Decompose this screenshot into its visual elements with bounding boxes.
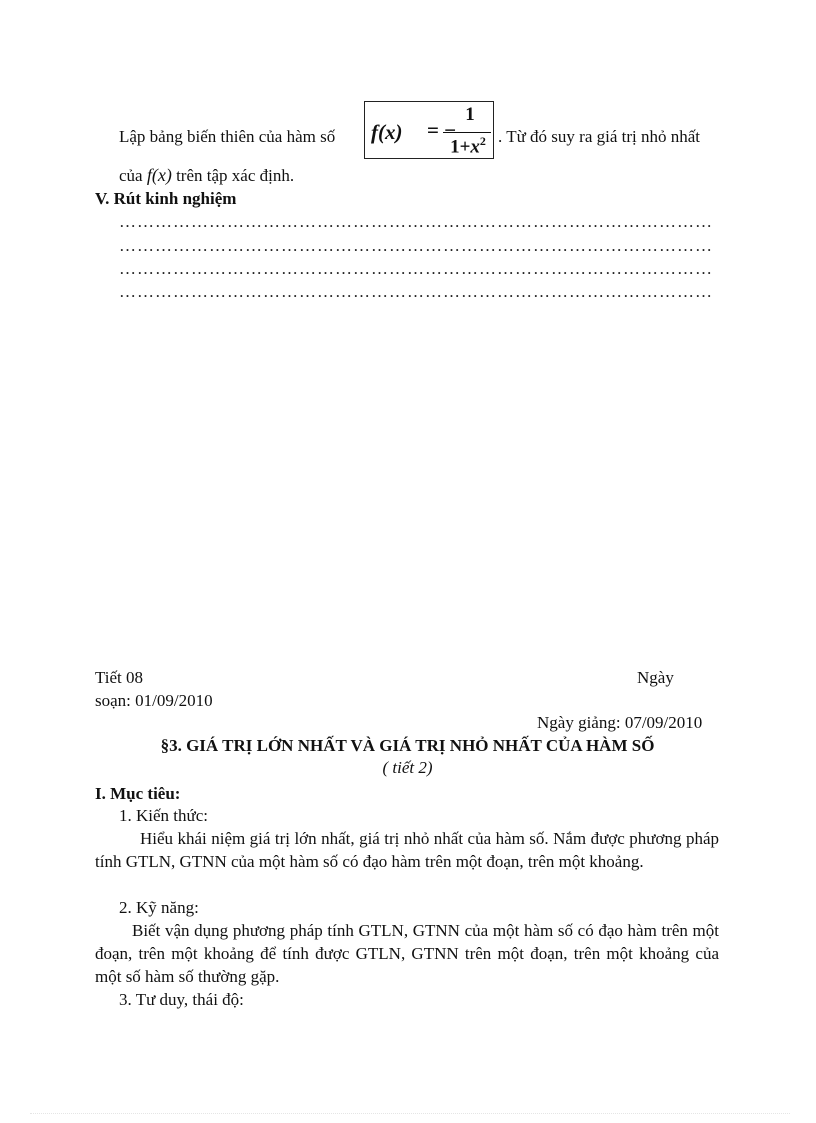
date-label: Ngày — [637, 668, 674, 687]
skills-label: 2. Kỹ năng: — [119, 898, 199, 917]
preparation-date: soạn: 01/09/2010 — [95, 691, 213, 710]
notes-dotted-line: ……………………………………………………………………………………… — [119, 282, 713, 301]
line2-function: f(x) — [146, 165, 172, 185]
notes-dotted-line: ……………………………………………………………………………………… — [119, 212, 713, 231]
function-formula-box — [364, 101, 494, 159]
formula-equals: = − — [427, 118, 457, 142]
skills-text: Biết vận dụng phương pháp tính GTLN, GTNN của một hàm số có đạo hàm trên một đoạn, trên một khoảng để tính được GTLN, GTNN trên một đoạn, trên một khoảng của một số hàm số thường gặp. — [95, 921, 719, 986]
denominator-constant: 1+ — [450, 136, 471, 158]
formula-denominator — [443, 134, 493, 158]
notes-dotted-line: ……………………………………………………………………………………… — [119, 259, 713, 278]
section-v-title: V. Rút kinh nghiệm — [95, 189, 237, 208]
notes-dotted-line: ……………………………………………………………………………………… — [119, 236, 713, 255]
teaching-date: Ngày giảng: 07/09/2010 — [537, 713, 703, 732]
denominator-variable: x — [470, 136, 480, 158]
denominator-exponent: 2 — [479, 134, 486, 148]
line2-prefix: của — [119, 166, 143, 185]
exercise-line-2 — [119, 165, 294, 186]
fraction-bar — [443, 132, 491, 133]
exercise-intro: Lập bảng biến thiên của hàm số — [119, 127, 336, 146]
formula-numerator: 1 — [465, 104, 475, 125]
lesson-subtitle: ( tiết 2) — [382, 758, 433, 777]
objectives-heading: I. Mục tiêu: — [95, 784, 181, 803]
line2-suffix: trên tập xác định. — [176, 166, 295, 185]
page-footer-divider — [30, 1113, 790, 1114]
lesson-number: Tiết 08 — [95, 668, 144, 687]
knowledge-label: 1. Kiến thức: — [119, 806, 209, 825]
exercise-continuation: . Từ đó suy ra giá trị nhỏ nhất — [498, 127, 701, 146]
thinking-label: 3. Tư duy, thái độ: — [119, 990, 244, 1009]
knowledge-text: Hiểu khái niệm giá trị lớn nhất, giá trị nhỏ nhất của hàm số. Nắm được phương pháp tính GTLN, GTNN của một hàm số có đạo hàm trên một đoạn, trên một khoảng. — [95, 829, 719, 871]
lesson-title: §3. GIÁ TRỊ LỚN NHẤT VÀ GIÁ TRỊ NHỎ NHẤT CỦA HÀM SỐ — [160, 736, 655, 755]
formula-lhs: f(x) — [371, 120, 403, 144]
